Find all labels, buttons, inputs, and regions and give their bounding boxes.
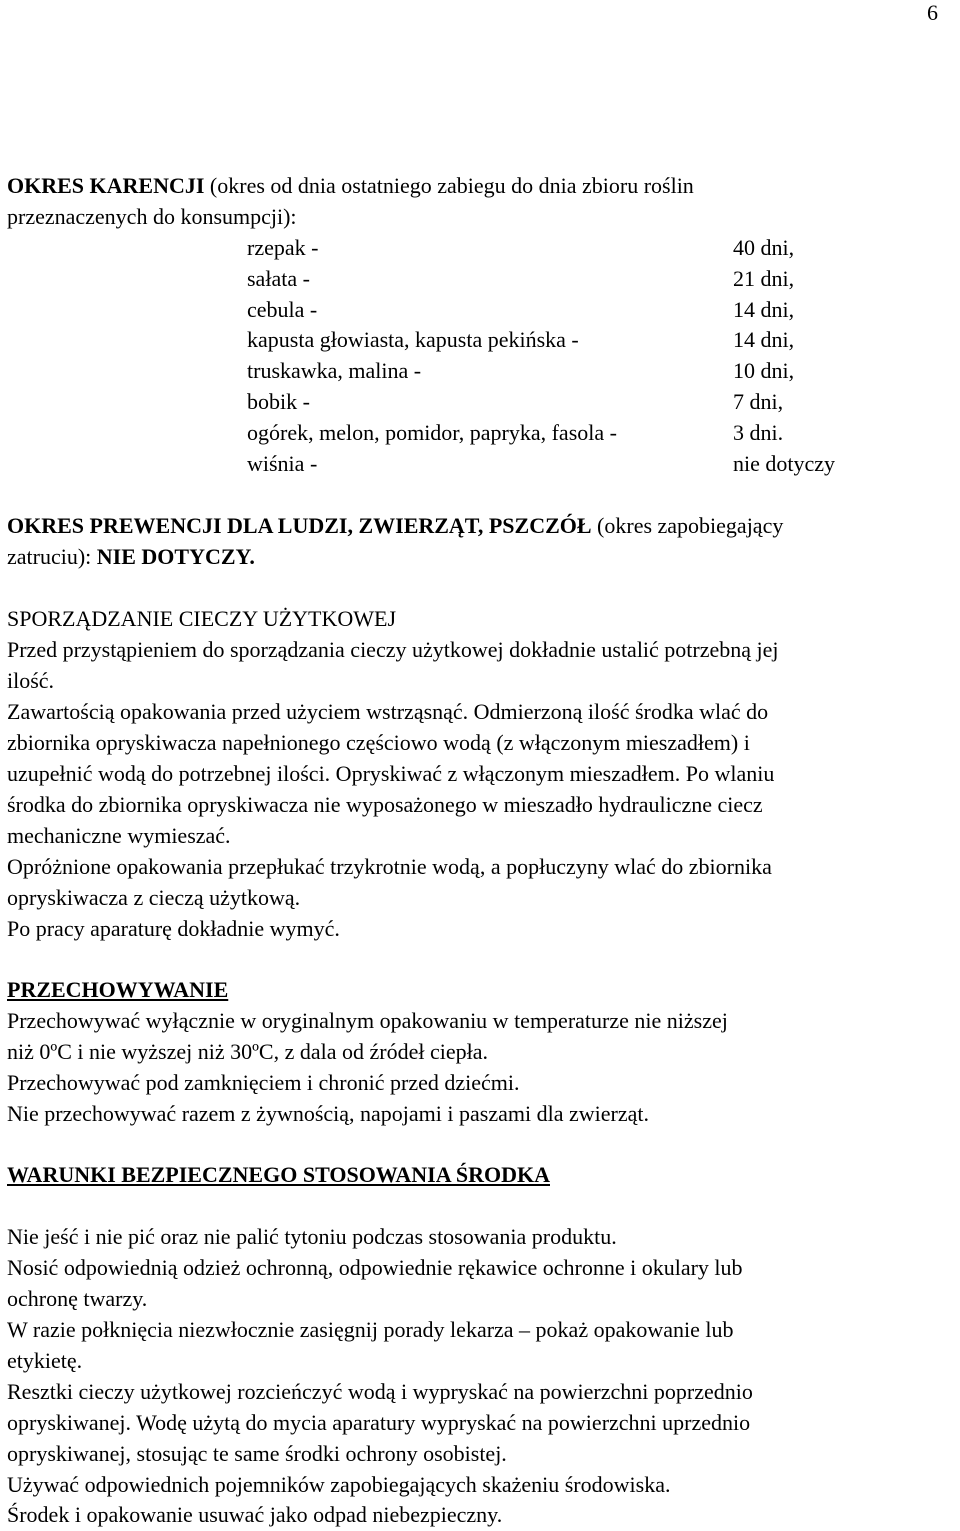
crop-name: kapusta głowiasta, kapusta pekińska - — [247, 327, 579, 352]
crop-period: 10 dni, — [733, 358, 795, 383]
crop-name: truskawka, malina - — [247, 358, 422, 383]
crop-period: 14 dni, — [733, 327, 795, 352]
paragraph-line: Przed przystąpieniem do sporządzania cieczy użytkowej dokładnie ustalić potrzebną jej — [7, 637, 779, 662]
karencja-intro-line2: przeznaczenych do konsumpcji): — [7, 204, 297, 229]
crop-name: wiśnia - — [247, 451, 318, 476]
crop-period: 21 dni, — [733, 266, 795, 291]
paragraph-line: opryskiwanej, stosując te same środki ochrony osobistej. — [7, 1441, 507, 1466]
page-number: 6 — [927, 0, 938, 25]
paragraph-line: Używać odpowiednich pojemników zapobiegających skażeniu środowiska. — [7, 1472, 671, 1497]
prewencja-line2 — [7, 546, 255, 568]
paragraph-line: opryskiwanej. Wodę użytą do mycia aparatury wypryskać na powierzchni uprzednio — [7, 1410, 751, 1435]
prewencja-line1 — [7, 515, 783, 537]
paragraph-line: mechaniczne wymieszać. — [7, 823, 231, 848]
paragraph-line: Resztki cieczy użytkowej rozcieńczyć wodą i wypryskać na powierzchni poprzednio — [7, 1379, 753, 1404]
paragraph-line: Po pracy aparaturę dokładnie wymyć. — [7, 916, 340, 941]
paragraph-line: środka do zbiornika opryskiwacza nie wyposażonego w mieszadło hydrauliczne ciecz — [7, 792, 763, 817]
paragraph-line: opryskiwacza z cieczą użytkową. — [7, 885, 301, 910]
paragraph-line: Przechowywać wyłącznie w oryginalnym opakowaniu w temperaturze nie niższej — [7, 1008, 728, 1033]
warunki-title: WARUNKI BEZPIECZNEGO STOSOWANIA ŚRODKA — [7, 1162, 550, 1187]
paragraph-line: W razie połknięcia niezwłocznie zasięgnij porady lekarza – pokaż opakowanie lub — [7, 1317, 734, 1342]
crop-period: 14 dni, — [733, 297, 795, 322]
crop-period: nie dotyczy — [733, 451, 836, 476]
paragraph-line: Środek i opakowanie usuwać jako odpad niebezpieczny. — [7, 1502, 503, 1527]
paragraph-line: ilość. — [7, 668, 55, 693]
crop-period: 7 dni, — [733, 389, 784, 414]
paragraph-line: Nosić odpowiednią odzież ochronną, odpowiednie rękawice ochronne i okulary lub — [7, 1255, 743, 1280]
crop-period: 3 dni. — [733, 420, 784, 445]
crop-name: ogórek, melon, pomidor, papryka, fasola - — [247, 420, 617, 445]
crop-name: sałata - — [247, 266, 310, 291]
paragraph-line: ochronę twarzy. — [7, 1286, 148, 1311]
paragraph-line: Zawartością opakowania przed użyciem wstrząsnąć. Odmierzoną ilość środka wlać do — [7, 699, 769, 724]
crop-name: rzepak - — [247, 235, 319, 260]
sporzadzanie-title: SPORZĄDZANIE CIECZY UŻYTKOWEJ — [7, 606, 397, 631]
paragraph-line: etykietę. — [7, 1348, 83, 1373]
crop-name: cebula - — [247, 297, 318, 322]
crop-name: bobik - — [247, 389, 310, 414]
paragraph-line: Opróżnione opakowania przepłukać trzykrotnie wodą, a popłuczyny wlać do zbiornika — [7, 854, 772, 879]
prewencja-title: OKRES PREWENCJI DLA LUDZI, ZWIERZĄT, PSZCZÓŁ — [7, 513, 592, 538]
prewencja-text: (okres zapobiegający — [591, 513, 784, 538]
karencja-intro-text: (okres od dnia ostatniego zabiegu do dnia zbioru roślin — [204, 173, 694, 198]
paragraph-line: Nie jeść i nie pić oraz nie palić tytoniu podczas stosowania produktu. — [7, 1224, 617, 1249]
przechowywanie-title: PRZECHOWYWANIE — [7, 977, 229, 1002]
crop-period: 40 dni, — [733, 235, 795, 260]
paragraph-line: uzupełnić wodą do potrzebnej ilości. Opryskiwać z włączonym mieszadłem. Po wlaniu — [7, 761, 775, 786]
karencja-title: OKRES KARENCJI — [7, 173, 205, 198]
karencja-intro-line1 — [7, 175, 694, 197]
paragraph-line: Nie przechowywać razem z żywnością, napojami i paszami dla zwierząt. — [7, 1101, 649, 1126]
paragraph-line: Przechowywać pod zamknięciem i chronić przed dziećmi. — [7, 1070, 520, 1095]
paragraph-line: zbiornika opryskiwacza napełnionego częściowo wodą (z włączonym mieszadłem) i — [7, 730, 750, 755]
prewencja-value: NIE DOTYCZY. — [96, 544, 255, 569]
prewencja-prefix: zatruciu): — [7, 544, 97, 569]
paragraph-line: niż 0ºC i nie wyższej niż 30ºC, z dala od źródeł ciepła. — [7, 1039, 488, 1064]
